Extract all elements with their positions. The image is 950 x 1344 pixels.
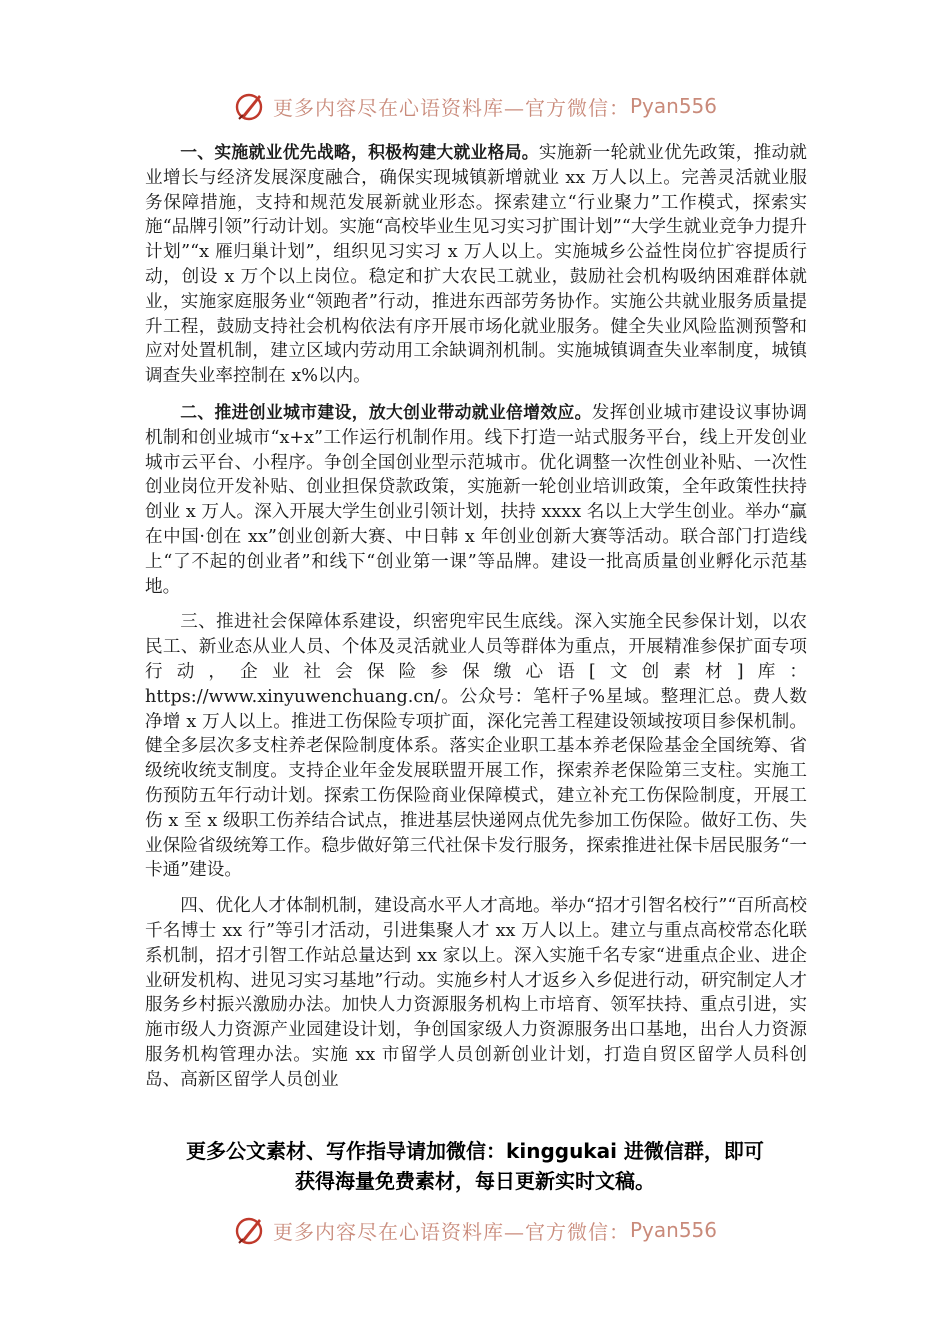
footer-banner-handle: Pyan556 xyxy=(629,1218,717,1242)
footer-banner xyxy=(0,1208,950,1252)
promo-notice xyxy=(120,1136,830,1196)
document-body xyxy=(145,140,807,1103)
paragraph-2-lead: 二、推进创业城市建设，放大创业带动就业倍增效应。 xyxy=(180,401,592,422)
quill-logo-icon xyxy=(233,89,267,123)
paragraph-2-text: 发挥创业城市建设议事协调机制和创业城市“x+x”工作运行机制作用。线下打造一站式服务平台，线上开发创业城市云平台、小程序。争创全国创业型示范城市。优化调整一次性创业补贴、一次性创业岗位开发补贴、创业担保贷款政策，实施新一轮创业培训政策，全年政策性扶持创业 x 万人。深入开展大学生创业引领计划，扶持 xxxx 名以上大学生创业。举办“赢在中国·创在 xx”创业创新大赛、中日韩 x 年创业创新大赛等活动。联合部门打造线上“了不起的创业者”和线下“创业第一课”等品牌。建设一批高质量创业孵化示范基地。 xyxy=(145,402,807,597)
paragraph-3 xyxy=(145,610,807,883)
paragraph-2 xyxy=(145,400,807,599)
paragraph-1-lead: 一、实施就业优先战略，积极构建大就业格局。 xyxy=(180,142,539,162)
promo-line-1: 更多公文素材、写作指导请加微信：kinggukai 进微信群，即可 xyxy=(186,1139,764,1163)
footer-banner-title: 更多内容尽在心语资料库—官方微信： xyxy=(272,1219,630,1244)
paragraph-3-text: 三、推进社会保障体系建设，织密兜牢民生底线。深入实施全民参保计划，以农民工、新业态从业人员、个体及灵活就业人员等群体为重点，开展精准参保扩面专项行动，企业社会保险参保缴心语[文创素材]库：https://www.xinyuwenchuang.cn/。公众号：笔杆子%星域。整理汇总。费人数净增 x 万人以上。推进工伤保险专项扩面，深化完善工程建设领域按项目参保机制。健全多层次多支柱养老保险制度体系。落实企业职工基本养老保险基金全国统筹、省级统收统支制度。支持企业年金发展联盟开展工作，探索养老保险第三支柱。实施工伤预防五年行动计划。探索工伤保险商业保障模式，建立补充工伤保险制度，开展工伤 x 至 x 级职工伤养结合试点，推进基层快递网点优先参加工伤保险。做好工伤、失业保险省级统筹工作。稳步做好第三代社保卡发行服务，探索推进社保卡居民服务“一卡通”建设。 xyxy=(145,612,807,881)
header-banner-handle: Pyan556 xyxy=(629,94,717,118)
paragraph-1 xyxy=(145,140,807,389)
paragraph-1-text: 实施新一轮就业优先政策，推动就业增长与经济发展深度融合，确保实现城镇新增就业 xx 万人以上。完善灵活就业服务保障措施，支持和规范发展新就业形态。探索建立“行业聚力”工作模式，探索实施“品牌引领”行动计划。实施“高校毕业生见习实习扩围计划”“大学生就业竞争力提升计划”“x 雁归巢计划”，组织见习实习 x 万人以上。实施城乡公益性岗位扩容提质行动，创设 x 万个以上岗位。稳定和扩大农民工就业，鼓励社会机构吸纳困难群体就业，实施家庭服务业“领跑者”行动，推进东西部劳务协作。实施公共就业服务质量提升工程，鼓励支持社会机构依法有序开展市场化就业服务。健全失业风险监测预警和应对处置机制，建立区域内劳动用工余缺调剂机制。实施城镇调查失业率制度，城镇调查失业率控制在 x%以内。 xyxy=(145,143,807,387)
quill-logo-icon xyxy=(233,1213,267,1247)
paragraph-4-text: 四、优化人才体制机制，建设高水平人才高地。举办“招才引智名校行”“百所高校千名博士 xx 行”等引才活动，引进集聚人才 xx 万人以上。建立与重点高校常态化联系机制，招才引智工作站总量达到 xx 家以上。深入实施千名专家“进重点企业、进企业研发机构、进见习实习基地”行动。实施乡村人才返乡入乡促进行动，研究制定人才服务乡村振兴激励办法。加快人力资源服务机构上市培育、领军扶持、重点引进，实施市级人力资源产业园建设计划，争创国家级人力资源服务出口基地，出台人力资源服务机构管理办法。实施 xx 市留学人员创新创业计划，打造自贸区留学人员科创岛、高新区留学人员创业 xyxy=(145,896,807,1090)
header-banner-inner xyxy=(233,89,717,123)
footer-banner-inner xyxy=(233,1213,717,1247)
header-banner xyxy=(0,84,950,128)
header-banner-title: 更多内容尽在心语资料库—官方微信： xyxy=(272,95,630,120)
promo-line-2: 获得海量免费素材，每日更新实时文稿。 xyxy=(295,1169,655,1193)
paragraph-4 xyxy=(145,894,807,1092)
